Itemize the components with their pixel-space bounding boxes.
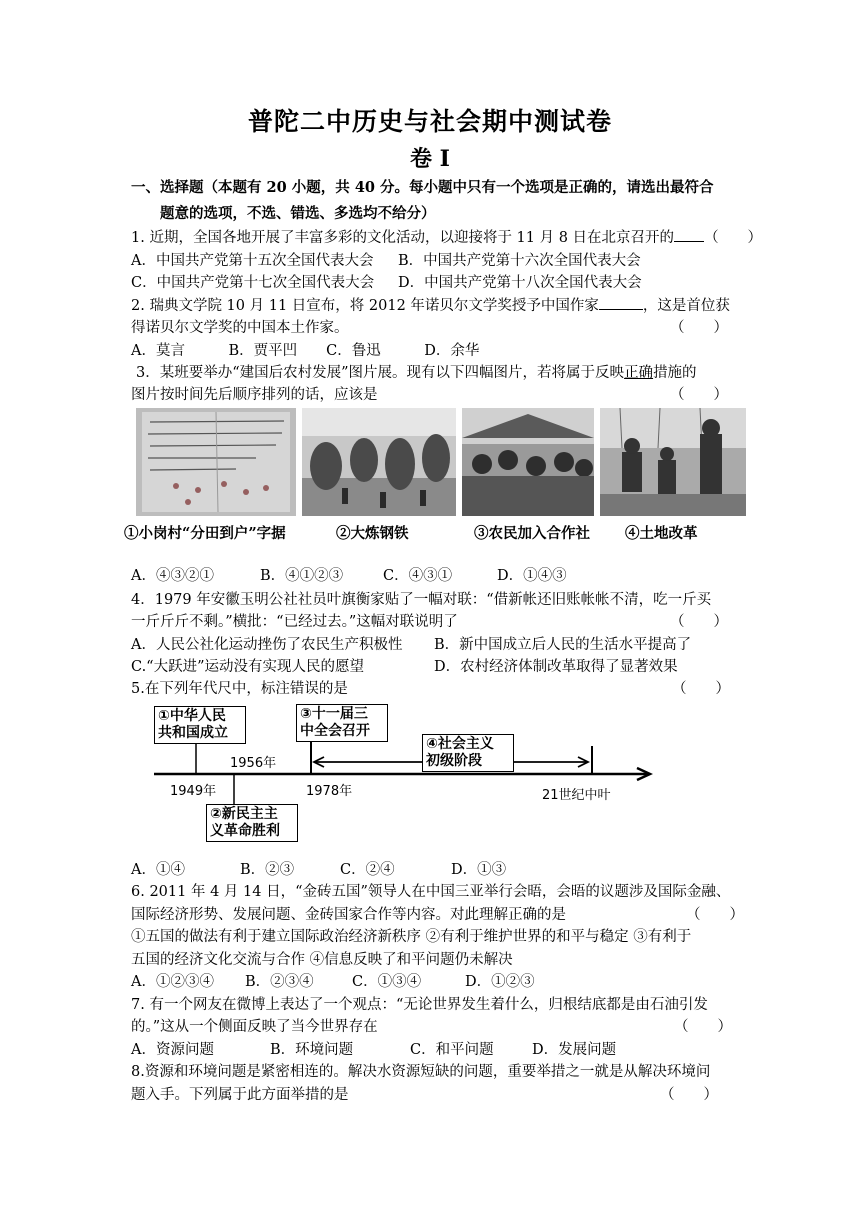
photo-caption-4: ④土地改革 xyxy=(625,525,698,542)
q6-option-d: D．①②③ xyxy=(465,974,535,990)
timeline-box-2 xyxy=(206,804,298,842)
photo-xiaogang-document xyxy=(136,408,296,516)
q7-option-c: C．和平问题 xyxy=(410,1042,494,1058)
q7-line1: 7. 有一个网友在微博上表达了一个观点：“无论世界发生着什么，归根结底都是由石油引发 xyxy=(131,997,708,1013)
timeline-box-1 xyxy=(154,706,246,744)
q4-option-b: B．新中国成立后人民的生活水平提高了 xyxy=(434,637,692,653)
q3-underlined-word: 正确 xyxy=(624,365,654,381)
timeline-diagram xyxy=(140,700,660,850)
q6-option-a: A．①②③④ xyxy=(131,974,214,990)
q5-option-d: D．①③ xyxy=(451,862,507,878)
cooperative-image xyxy=(462,408,594,516)
q3-paren: （ ） xyxy=(670,387,728,403)
page-subtitle: 卷 I xyxy=(410,146,450,172)
q1-option-a: A．中国共产党第十五次全国代表大会 xyxy=(131,253,374,269)
q8-line1: 8.资源和环境问题是紧密相连的。解决水资源短缺的问题，重要举措之一就是从解决环境问 xyxy=(131,1064,711,1080)
box4-line2: 初级阶段 xyxy=(426,753,482,769)
q6-line1: 6. 2011 年 4 月 14 日，“金砖五国”领导人在中国三亚举行会晤，会晤的议题涉及国际金融、 xyxy=(131,884,731,900)
timeline-label-21c: 21世纪中叶 xyxy=(542,788,611,803)
q6-option-c: C．①③④ xyxy=(352,974,422,990)
q6-paren: （ ） xyxy=(686,907,744,923)
box4-line1: ④社会主义 xyxy=(426,736,494,752)
timeline-box-3 xyxy=(296,704,388,742)
timeline-label-1978: 1978年 xyxy=(306,784,353,799)
box1-line2: 共和国成立 xyxy=(158,725,228,741)
q3-option-d: D．①④③ xyxy=(497,568,567,584)
q5-stem: 5.在下列年代尺中，标注错误的是 xyxy=(131,681,348,697)
q1-option-b: B．中国共产党第十六次全国代表大会 xyxy=(398,253,641,269)
document-image xyxy=(136,408,296,516)
q6-option-b: B．②③④ xyxy=(245,974,314,990)
q5-paren: （ ） xyxy=(672,681,730,697)
q4-option-a: A．人民公社化运动挫伤了农民生产积极性 xyxy=(131,637,403,653)
q4-paren: （ ） xyxy=(670,614,728,630)
section-header-line2: 题意的选项，不选、错选、多选均不给分） xyxy=(160,205,436,222)
q2-blank xyxy=(599,309,643,310)
box2-line2: 义革命胜利 xyxy=(210,823,280,839)
q4-option-c: C.“大跃进”运动没有实现人民的愿望 xyxy=(131,659,365,675)
q4-option-d: D．农村经济体制改革取得了显著效果 xyxy=(434,659,678,675)
q4-line2: 一斤斤斤不剩。”横批：“已经过去。”这幅对联说明了 xyxy=(131,614,458,630)
q1-option-c: C．中国共产党第十七次全国代表大会 xyxy=(131,275,375,291)
page-title: 普陀二中历史与社会期中测试卷 xyxy=(247,107,612,136)
q5-option-a: A．①④ xyxy=(131,862,185,878)
q3-option-a: A．④③②① xyxy=(131,568,214,584)
q1-option-d: D．中国共产党第十八次全国代表大会 xyxy=(398,275,642,291)
box1-line1: ①中华人民 xyxy=(158,708,226,724)
photo-caption-1: ①小岗村“分田到户”字据 xyxy=(124,525,286,542)
photo-land-reform xyxy=(600,408,746,516)
box3-line2: 中全会召开 xyxy=(300,723,370,739)
q1-blank xyxy=(674,241,704,242)
photo-caption-2: ②大炼钢铁 xyxy=(336,525,409,542)
q3-option-c: C．④③① xyxy=(383,568,453,584)
q7-line2: 的。”这从一个侧面反映了当今世界存在 xyxy=(131,1019,378,1035)
q3-line1 xyxy=(136,363,697,383)
section-header-line1: 一、选择题（本题有 20 小题，共 40 分。每小题中只有一个选项是正确的，请选出最符合 xyxy=(131,179,714,196)
q1-paren: （ ） xyxy=(704,230,763,246)
box3-line1: ③十一届三 xyxy=(300,706,368,722)
q7-option-a: A．资源问题 xyxy=(131,1042,214,1058)
q2-options: A．莫言 B．贾平凹 C．鲁迅 D．余华 xyxy=(131,343,480,359)
q3-line2: 图片按时间先后顺序排列的话，应该是 xyxy=(131,387,378,403)
box2-line1: ②新民主主 xyxy=(210,806,278,822)
q1-stem-text: 1. 近期，全国各地开展了丰富多彩的文化活动，以迎接将于 11 月 8 日在北京召开的 xyxy=(131,230,675,246)
photo-steel-furnaces xyxy=(302,408,456,516)
furnaces-image xyxy=(302,408,456,516)
q8-paren: （ ） xyxy=(660,1087,718,1103)
q4-line1: 4．1979 年安徽玉明公社社员叶旗衡家贴了一幅对联：“借新帐还旧账帐帐不清，吃一斤买 xyxy=(131,592,712,608)
photo-cooperative xyxy=(462,408,594,516)
q3-line1-text-a: 3．某班要举办“建国后农村发展”图片展。现有以下四幅图片，若将属于反映 xyxy=(136,365,625,381)
land-reform-image xyxy=(600,408,746,516)
q7-option-d: D．发展问题 xyxy=(532,1042,617,1058)
q2-line1 xyxy=(131,296,730,316)
q5-option-b: B．②③ xyxy=(240,862,295,878)
q2-line2: 得诺贝尔文学奖的中国本土作家。 xyxy=(131,320,349,336)
q5-option-c: C．②④ xyxy=(340,862,395,878)
timeline-label-1956: 1956年 xyxy=(230,756,277,771)
q3-option-b: B．④①②③ xyxy=(260,568,344,584)
q7-paren: （ ） xyxy=(674,1019,732,1035)
q2-line1-text-a: 2. 瑞典文学院 10 月 11 日宣布，将 2012 年诺贝尔文学奖授予中国作家 xyxy=(131,298,599,314)
timeline-label-1949: 1949年 xyxy=(170,784,217,799)
q2-line1-text-b: ，这是首位获 xyxy=(642,298,730,314)
photo-caption-3: ③农民加入合作社 xyxy=(474,525,590,542)
q1-stem xyxy=(131,228,762,248)
q3-line1-text-b: 措施的 xyxy=(653,365,697,381)
q6-line4: 五国的经济文化交流与合作 ④信息反映了和平问题仍未解决 xyxy=(131,952,513,968)
q6-line3: ①五国的做法有利于建立国际政治经济新秩序 ②有利于维护世界的和平与稳定 ③有利于 xyxy=(131,929,692,945)
q6-line2: 国际经济形势、发展问题、金砖国家合作等内容。对此理解正确的是 xyxy=(131,907,566,923)
q2-paren: （ ） xyxy=(670,320,728,336)
q7-option-b: B．环境问题 xyxy=(270,1042,354,1058)
q8-line2: 题入手。下列属于此方面举措的是 xyxy=(131,1087,349,1103)
timeline-box-4 xyxy=(422,734,514,772)
